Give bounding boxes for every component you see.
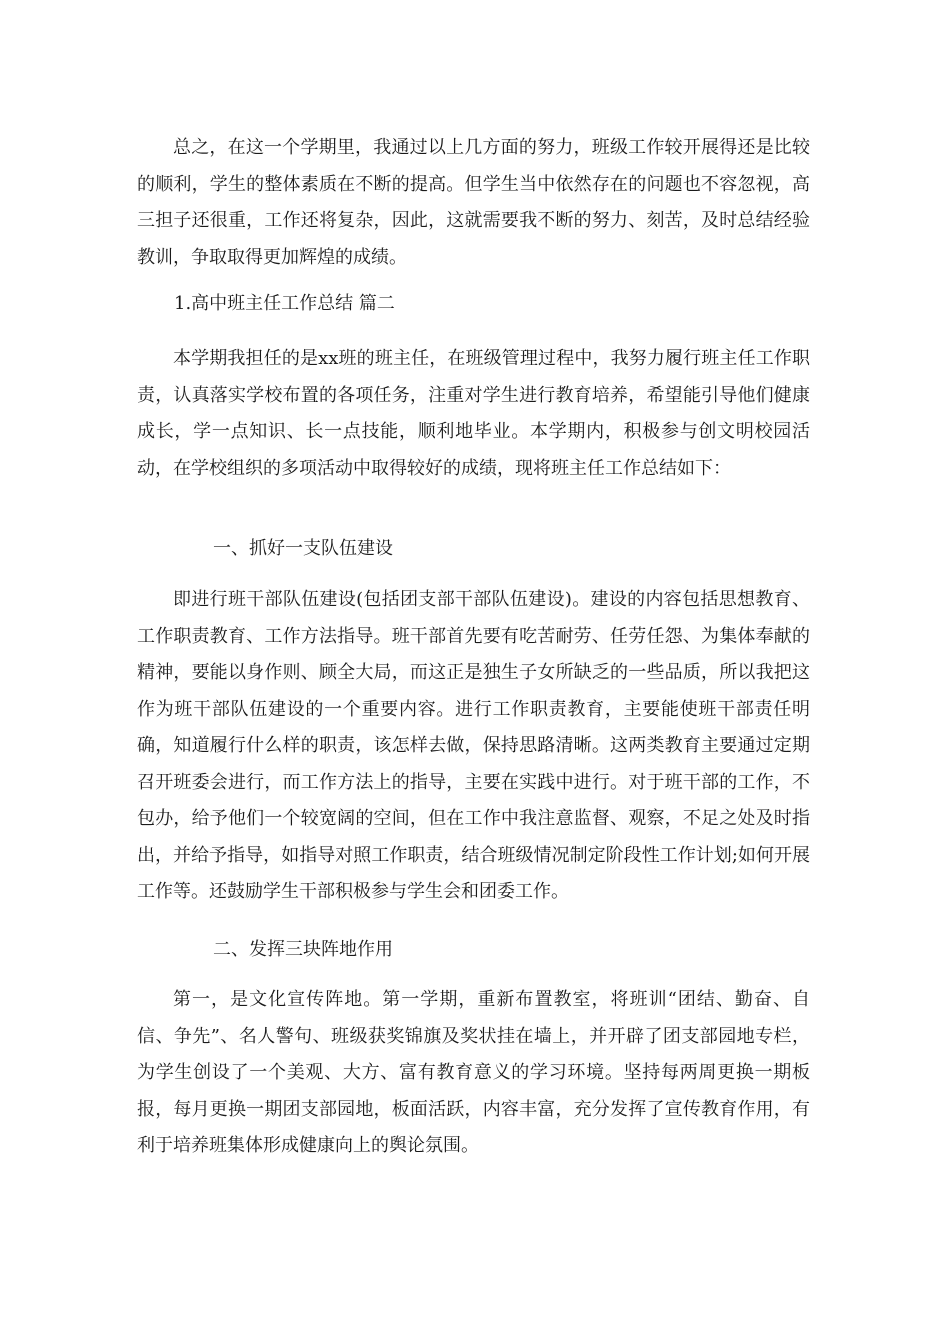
heading-team-building: 一、抓好一支队伍建设 (213, 538, 393, 559)
paragraph-culture-position: 第一，是文化宣传阵地。第一学期，重新布置教室，将班训“团结、勤奋、自信、争先”、名人警句、班级获奖锦旗及奖状挂在墙上，并开辟了团支部园地专栏，为学生创设了一个美观、大方、富有教育意义的学习环境。坚持每两周更换一期板报，每月更换一期团支部园地，板面活跃，内容丰富，充分发挥了宣传教育作用，有利于培养班集体形成健康向上的舆论氛围。 (137, 989, 810, 1156)
paragraph-team-building: 即进行班干部队伍建设(包括团支部干部队伍建设)。建设的内容包括思想教育、工作职责教育、工作方法指导。班干部首先要有吃苦耐劳、任劳任怨、为集体奉献的精神，要能以身作则、顾全大局，而这正是独生子女所缺乏的一些品质，所以我把这作为班干部队伍建设的一个重要内容。进行工作职责教育，主要能使班干部责任明确，知道履行什么样的职责，该怎样去做，保持思路清晰。这两类教育主要通过定期召开班委会进行，而工作方法上的指导，主要在实践中进行。对于班干部的工作，不包办，给予他们一个较宽阔的空间，但在工作中我注意监督、观察，不足之处及时指出，并给予指导，如指导对照工作职责，结合班级情况制定阶段性工作计划;如何开展工作等。还鼓励学生干部积极参与学生会和团委工作。 (137, 589, 810, 902)
paragraph-intro: 本学期我担任的是xx班的班主任，在班级管理过程中，我努力履行班主任工作职责，认真落实学校布置的各项任务，注重对学生进行教育培养，希望能引导他们健康成长，学一点知识、长一点技能，顺利地毕业。本学期内，积极参与创文明校园活动，在学校组织的多项活动中取得较好的成绩，现将班主任工作总结如下： (137, 348, 810, 479)
paragraph-summary: 总之，在这一个学期里，我通过以上几方面的努力，班级工作较开展得还是比较的顺利，学生的整体素质在不断的提高。但学生当中依然存在的问题也不容忽视，高三担子还很重，工作还将复杂，因此，这就需要我不断的努力、刻苦，及时总结经验教训，争取取得更加辉煌的成绩。 (137, 137, 810, 268)
heading-three-positions: 二、发挥三块阵地作用 (213, 939, 393, 960)
section-title: 1.高中班主任工作总结 篇二 (174, 293, 395, 314)
